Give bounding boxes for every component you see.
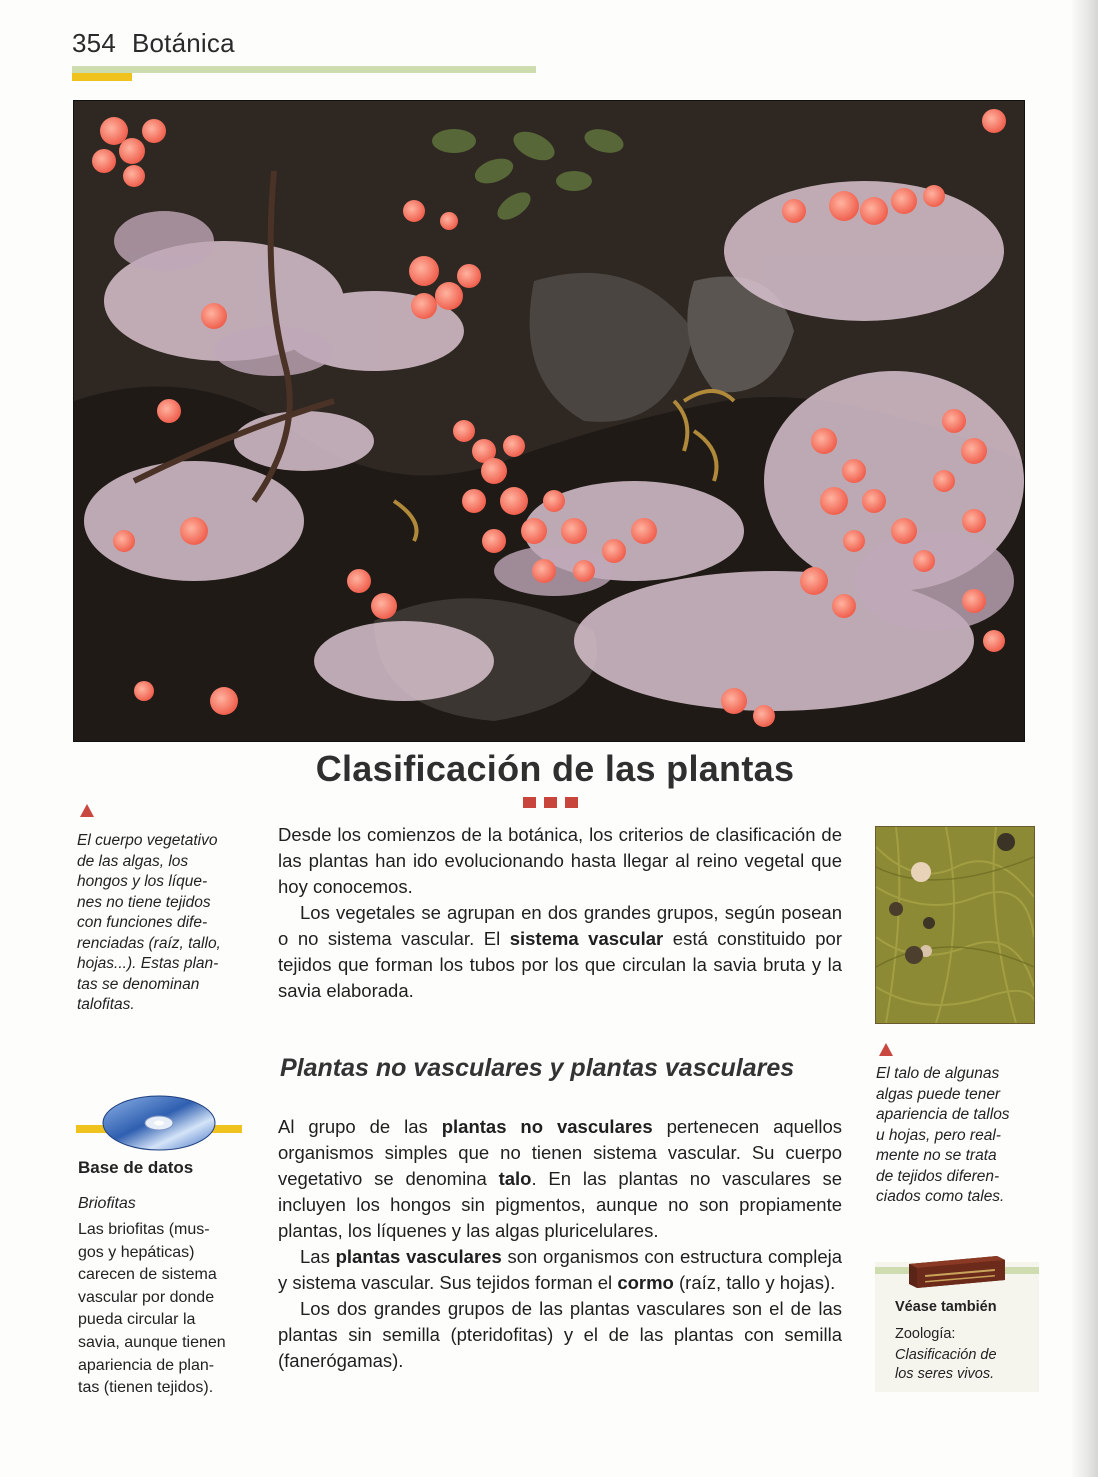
page-edge xyxy=(1072,0,1098,1477)
caption-line: hongos y los líque- xyxy=(77,873,208,890)
caption-line: con funciones dife- xyxy=(77,914,208,931)
left-photo-caption xyxy=(77,831,252,1016)
database-line: tas (tienen tejidos). xyxy=(78,1379,214,1397)
cd-disc-art xyxy=(100,1091,218,1155)
intro-paragraph-1: Desde los comienzos de la botánica, los criterios de clasificación de las plantas han ido evolucionando hasta llegar al reino vegetal que hoy conocemos. xyxy=(278,824,842,897)
see-also-link-line: los seres vivos. xyxy=(895,1366,995,1382)
book-art xyxy=(905,1250,1009,1290)
term-talo: talo xyxy=(498,1168,532,1189)
section-subheading: Plantas no vasculares y plantas vasculares xyxy=(280,1054,795,1082)
section-name: Botánica xyxy=(131,28,235,58)
section-paragraph-2: Las plantas vasculares son organismos con estructura compleja y sistema vascular. Sus tejidos forman el cormo (raíz, tallo y hojas). xyxy=(278,1246,843,1293)
right-photo-caption xyxy=(876,1064,1041,1208)
database-line: Las briofitas (mus- xyxy=(78,1221,210,1238)
caption-line: de las algas, los xyxy=(77,852,189,870)
database-subtitle: Briofitas xyxy=(78,1195,136,1212)
database-line: savia, aunque tienen xyxy=(78,1333,226,1351)
see-also-label: Zoología: xyxy=(895,1326,956,1342)
intro-paragraph-2: Los vegetales se agrupan en dos grandes grupos, según posean o no sistema vascular. El sistema vascular está constituido por tejidos que forman los tubos por los que circulan la savia bruta y la savia elaborada. xyxy=(278,902,842,1001)
lichens-photo-art xyxy=(74,101,1024,741)
caption-line: apariencia de tallos xyxy=(876,1106,1010,1123)
book-icon xyxy=(905,1250,1009,1295)
page-header xyxy=(72,28,235,59)
section-text xyxy=(278,1114,842,1374)
see-also-link-line: Clasificación de xyxy=(895,1347,997,1363)
caption-line: tas se denominan xyxy=(77,975,200,993)
database-line: gos y hepáticas) xyxy=(78,1243,195,1261)
database-title: Base de datos xyxy=(78,1158,194,1177)
page-number: 354 xyxy=(72,28,116,58)
term-plantas-no-vasculares: plantas no vasculares xyxy=(441,1116,653,1137)
database-line: apariencia de plan- xyxy=(78,1356,215,1374)
intro-text xyxy=(278,822,842,1004)
lichens-photo xyxy=(73,100,1025,742)
header-rule xyxy=(72,66,536,73)
title-ornament xyxy=(523,797,578,808)
caption-line: El talo de algunas xyxy=(876,1065,1000,1082)
database-line: carecen de sistema xyxy=(78,1266,217,1284)
caption-line: nes no tiene tejidos xyxy=(77,893,211,911)
algae-thumbnail xyxy=(875,826,1035,1024)
caption-line: u hojas, pero real- xyxy=(876,1126,1001,1144)
see-also-link[interactable] xyxy=(895,1346,1025,1384)
caption-line: hojas...). Estas plan- xyxy=(77,955,219,972)
section-paragraph-1: Al grupo de las plantas no vasculares pertenecen aquellos organismos simples que no tienen sistema vascular. Su cuerpo vegetativo se denomina talo. En las plantas no vasculares se incluyen los hongos sin pigmentos, aunque no son propiamente plantas, los líquenes y las algas pluricelulares. xyxy=(278,1116,842,1241)
database-line: vascular por donde xyxy=(78,1288,215,1306)
cd-disc-icon xyxy=(100,1091,218,1160)
caption-line: El cuerpo vegetativo xyxy=(77,832,218,849)
algae-thumbnail-art xyxy=(876,827,1034,1023)
caption-line: algas puede tener xyxy=(876,1085,1001,1103)
database-line: pueda circular la xyxy=(78,1311,196,1329)
term-plantas-vasculares: plantas vasculares xyxy=(335,1246,502,1267)
term-cormo: cormo xyxy=(617,1272,674,1293)
section-paragraph-3: Los dos grandes grupos de las plantas vasculares son el de las plantas sin semilla (pteridofitas) y el de las plantas con semilla (fanerógamas). xyxy=(278,1298,842,1371)
caption-line: mente no se trata xyxy=(876,1147,997,1164)
database-text xyxy=(78,1219,248,1400)
header-accent xyxy=(72,73,132,81)
caption-line: talofitas. xyxy=(77,996,135,1013)
caption-line: renciadas (raíz, tallo, xyxy=(77,934,221,952)
caption-line: ciados como tales. xyxy=(876,1188,1005,1205)
triangle-marker-icon xyxy=(80,804,94,817)
caption-line: de tejidos diferen- xyxy=(876,1167,1000,1185)
see-also-title: Véase también xyxy=(895,1299,997,1315)
term-sistema-vascular: sistema vascular xyxy=(509,928,664,949)
page-title: Clasificación de las plantas xyxy=(315,748,795,789)
triangle-marker-icon xyxy=(879,1043,893,1056)
